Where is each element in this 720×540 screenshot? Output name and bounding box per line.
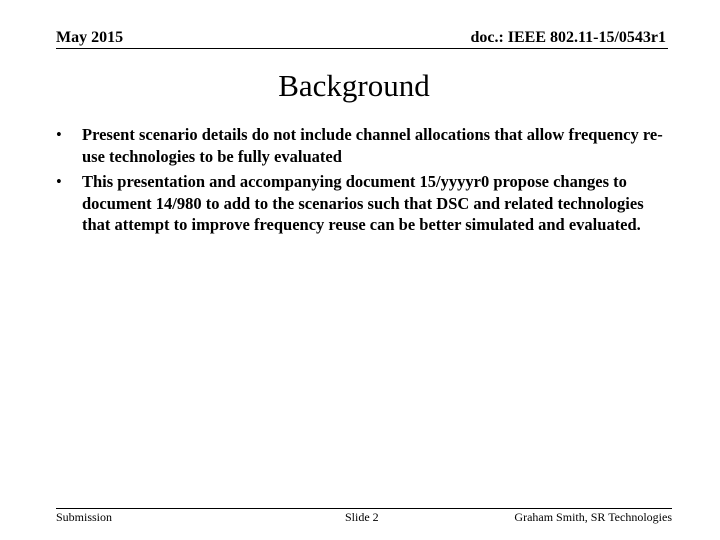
- header-doc-id: doc.: IEEE 802.11-15/0543r1: [470, 29, 666, 46]
- footer-submission: Submission: [56, 510, 113, 524]
- bullet-list: [56, 124, 666, 240]
- bullet-marker: •: [56, 125, 62, 144]
- footer-author: Graham Smith, SR Technologies: [514, 510, 672, 524]
- footer-slide-number: Slide 2: [345, 510, 379, 524]
- bullet-marker: •: [56, 172, 62, 191]
- slide-title: Background: [278, 68, 430, 103]
- header-divider: [56, 48, 668, 49]
- bullet-item: [56, 171, 666, 236]
- header-date: May 2015: [56, 29, 124, 46]
- bullet-text: This presentation and accompanying document 15/yyyyr0 propose changes to document 14/980 to add to the scenarios such that DSC and related technologies that attempt to improve frequency reuse can be better simulated and evaluated.: [82, 172, 644, 234]
- bullet-text: Present scenario details do not include channel allocations that allow frequency re-use technologies to be fully evaluated: [82, 125, 663, 166]
- footer-divider: [56, 508, 672, 509]
- bullet-item: [56, 124, 666, 167]
